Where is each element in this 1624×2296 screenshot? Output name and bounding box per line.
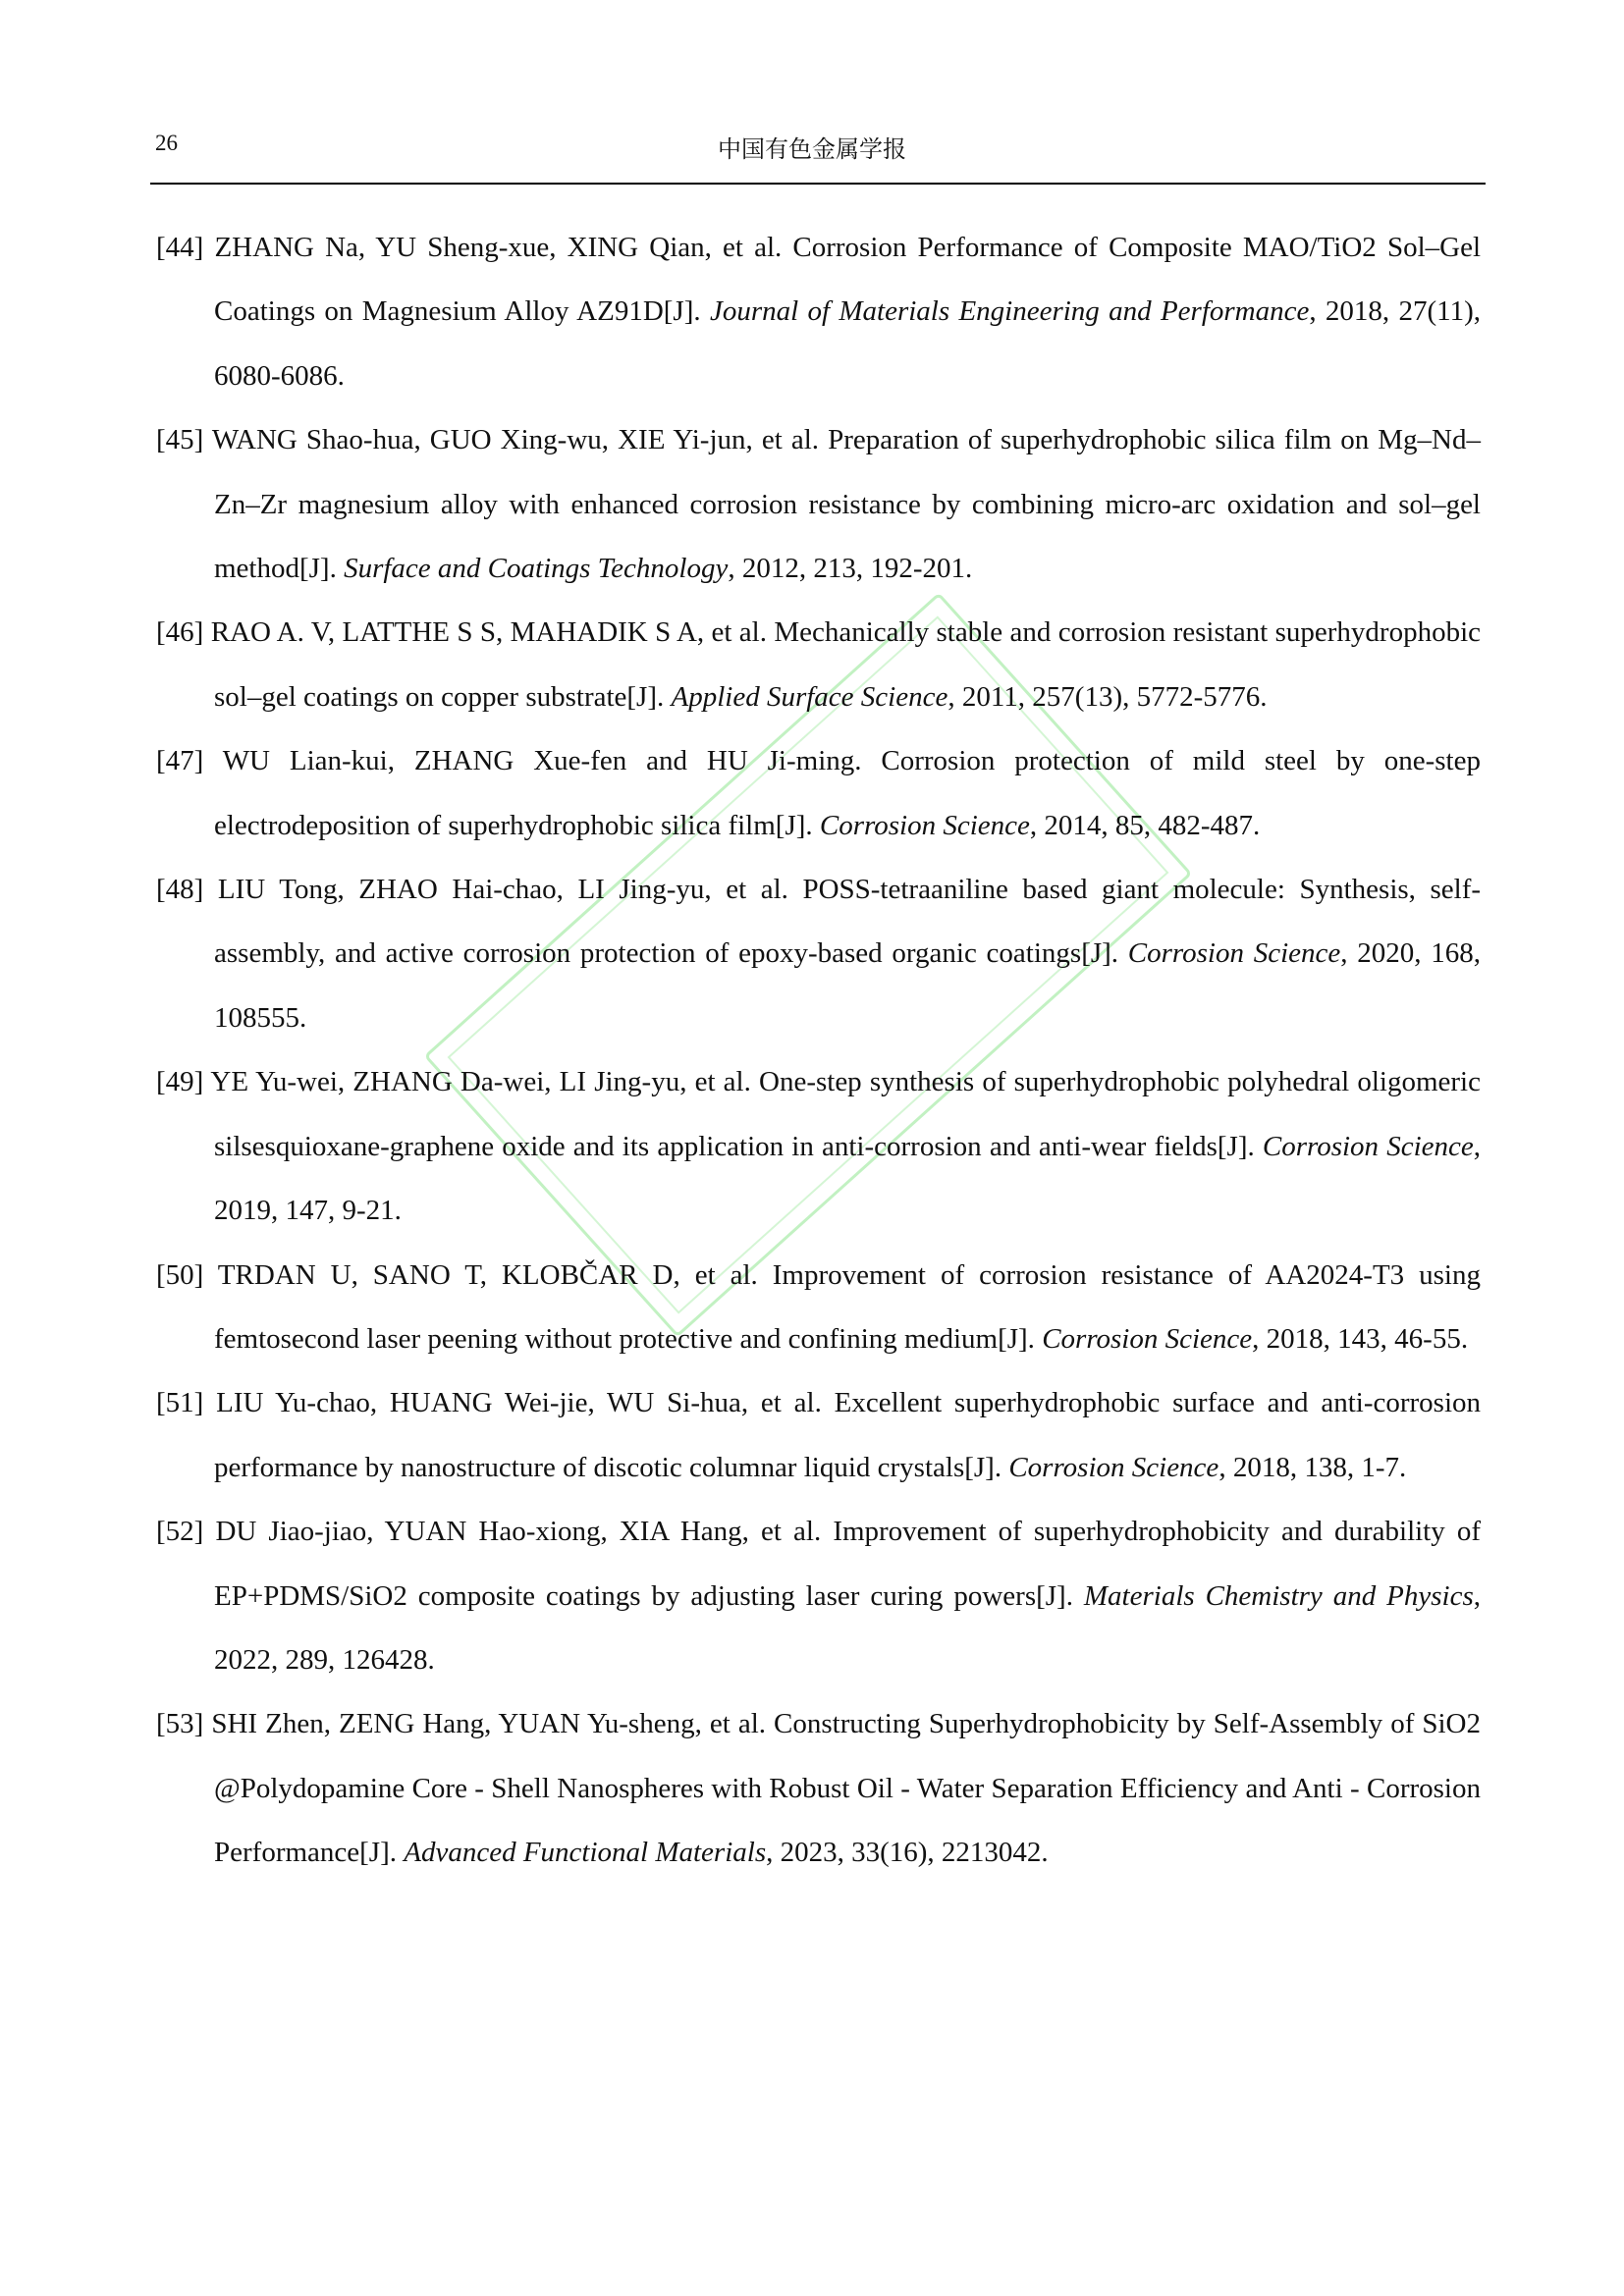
reference-journal: Corrosion Science bbox=[1262, 1130, 1474, 1162]
reference-number: [45] bbox=[156, 424, 204, 456]
running-header-journal: 中国有色金属学报 bbox=[718, 135, 906, 163]
reference-item bbox=[156, 1500, 1481, 1692]
reference-journal: Journal of Materials Engineering and Performance bbox=[709, 295, 1310, 328]
reference-details: , 2020, 168, 108555. bbox=[214, 937, 1481, 1034]
reference-journal: Corrosion Science bbox=[1127, 937, 1341, 970]
reference-details: , 2011, 257(13), 5772-5776. bbox=[947, 680, 1268, 713]
header-rule bbox=[150, 183, 1486, 185]
reference-number: [47] bbox=[156, 745, 204, 777]
reference-item bbox=[156, 1050, 1481, 1243]
reference-text: DU Jiao-jiao, YUAN Hao-xiong, XIA Hang, et al. Improvement of superhydrophobicity and durability of EP+PDMS/SiO2 composite coatings by adjusting laser curing powers[J]. bbox=[214, 1516, 1481, 1612]
page-number: 26 bbox=[155, 131, 178, 155]
reference-journal: Corrosion Science bbox=[1008, 1451, 1219, 1483]
reference-item bbox=[156, 1692, 1481, 1885]
reference-number: [53] bbox=[156, 1708, 204, 1740]
reference-item bbox=[156, 729, 1481, 858]
reference-journal: Advanced Functional Materials bbox=[404, 1837, 767, 1869]
reference-number: [49] bbox=[156, 1066, 204, 1098]
reference-item bbox=[156, 1244, 1481, 1372]
reference-text: LIU Tong, ZHAO Hai-chao, LI Jing-yu, et al. POSS-tetraaniline based giant molecule: Synthesis, self-assembly, and active corrosion protection of epoxy-based organic coatings[J]. bbox=[214, 874, 1482, 970]
reference-text: SHI Zhen, ZENG Hang, YUAN Yu-sheng, et al. Constructing Superhydrophobicity by Self-Assembly of SiO2 @Polydopamine Core - Shell Nanospheres with Robust Oil - Water Separation Efficiency and Anti - Corrosion Performance[J]. bbox=[211, 1708, 1481, 1869]
reference-details: , 2012, 213, 192-201. bbox=[728, 553, 973, 585]
reference-number: [48] bbox=[156, 874, 204, 906]
reference-text: RAO A. V, LATTHE S S, MAHADIK S A, et al. Mechanically stable and corrosion resistant superhydrophobic sol–gel coatings on copper substrate[J]. bbox=[210, 616, 1481, 713]
reference-details: , 2018, 27(11), 6080-6086. bbox=[214, 295, 1481, 392]
reference-list bbox=[156, 216, 1481, 1886]
reference-details: , 2014, 85, 482-487. bbox=[1029, 809, 1261, 841]
reference-number: [50] bbox=[156, 1258, 204, 1291]
reference-journal: Surface and Coatings Technology bbox=[344, 553, 729, 585]
reference-number: [52] bbox=[156, 1516, 204, 1548]
reference-text: YE Yu-wei, ZHANG Da-wei, LI Jing-yu, et al. One-step synthesis of superhydrophobic polyhedral oligomeric silsesquioxane-graphene oxide and its application in anti-corrosion and anti-wear fields[J]. bbox=[210, 1066, 1481, 1162]
reference-item bbox=[156, 1371, 1481, 1500]
reference-journal: Materials Chemistry and Physics bbox=[1083, 1579, 1474, 1612]
reference-details: , 2018, 143, 46-55. bbox=[1252, 1322, 1469, 1355]
reference-text: LIU Yu-chao, HUANG Wei-jie, WU Si-hua, et al. Excellent superhydrophobic surface and anti-corrosion performance by nanostructure of discotic columnar liquid crystals[J]. bbox=[214, 1387, 1482, 1483]
reference-number: [46] bbox=[156, 616, 204, 649]
reference-journal: Applied Surface Science bbox=[671, 680, 948, 713]
reference-text: WANG Shao-hua, GUO Xing-wu, XIE Yi-jun, et al. Preparation of superhydrophobic silica film on Mg–Nd–Zn–Zr magnesium alloy with enhanced corrosion resistance by combining micro-arc oxidation and sol–gel method[J]. bbox=[211, 424, 1481, 585]
reference-details: , 2023, 33(16), 2213042. bbox=[766, 1837, 1049, 1869]
reference-details: , 2022, 289, 126428. bbox=[214, 1579, 1481, 1676]
reference-text: ZHANG Na, YU Sheng-xue, XING Qian, et al. Corrosion Performance of Composite MAO/TiO2 Sol–Gel Coatings on Magnesium Alloy AZ91D[J]. bbox=[214, 232, 1482, 328]
reference-number: [51] bbox=[156, 1387, 204, 1419]
reference-text: WU Lian-kui, ZHANG Xue-fen and HU Ji-ming. Corrosion protection of mild steel by one-step electrodeposition of superhydrophobic silica film[J]. bbox=[214, 745, 1481, 841]
reference-item bbox=[156, 601, 1481, 729]
reference-details: , 2018, 138, 1-7. bbox=[1218, 1451, 1407, 1483]
reference-item bbox=[156, 216, 1481, 408]
reference-item bbox=[156, 858, 1481, 1050]
reference-number: [44] bbox=[156, 232, 204, 263]
reference-item bbox=[156, 408, 1481, 601]
reference-details: , 2019, 147, 9-21. bbox=[214, 1130, 1481, 1227]
reference-journal: Corrosion Science bbox=[819, 809, 1030, 841]
reference-text: TRDAN U, SANO T, KLOBČAR D, et al. Improvement of corrosion resistance of AA2024-T3 using femtosecond laser peening without protective and confining medium[J]. bbox=[214, 1258, 1481, 1355]
reference-journal: Corrosion Science bbox=[1042, 1322, 1253, 1355]
